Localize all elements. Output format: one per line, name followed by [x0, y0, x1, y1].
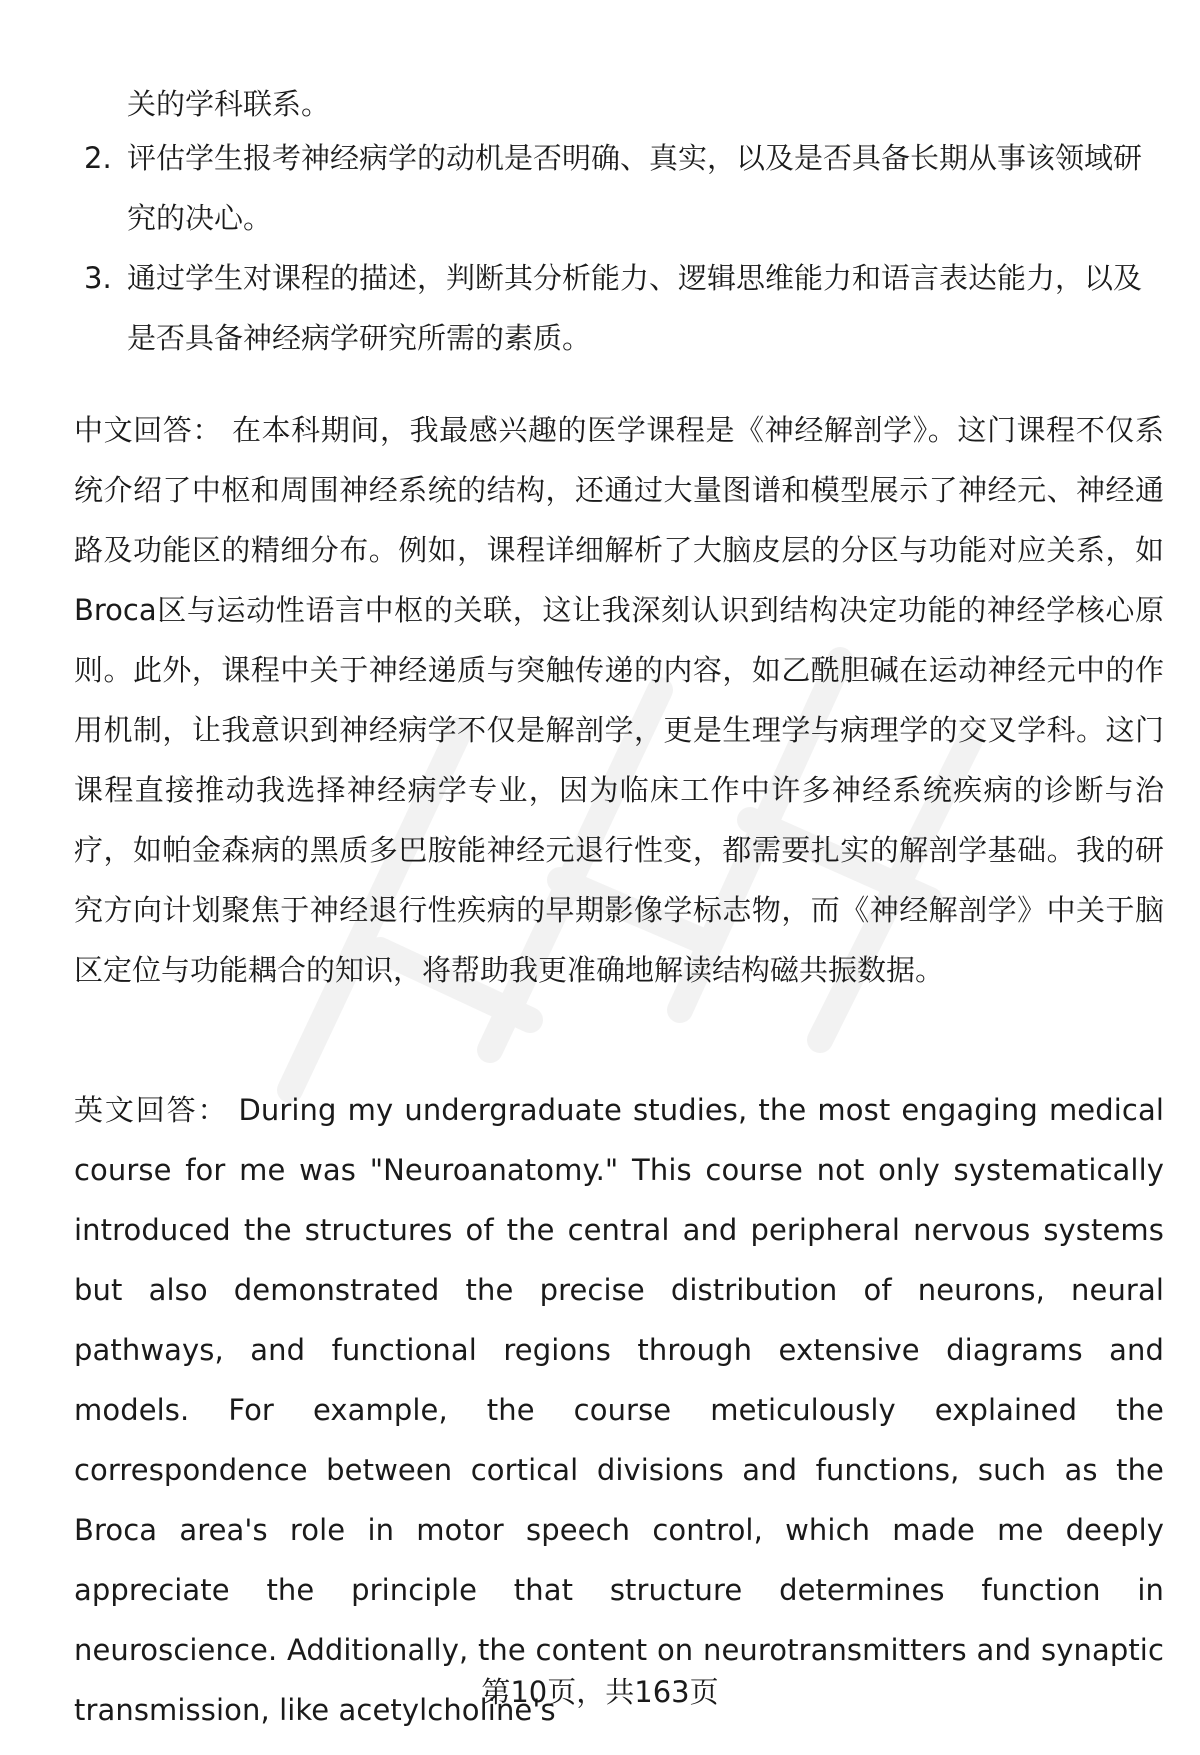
english-answer-label: 英文回答：: [74, 1093, 229, 1127]
chinese-answer-paragraph: [74, 400, 1164, 1000]
list-item: [84, 248, 1164, 368]
english-answer-paragraph: [74, 1080, 1164, 1740]
page-number-footer: 第10页，共163页: [481, 1675, 719, 1709]
chinese-answer-label: 中文回答：: [74, 413, 222, 447]
list-item-text: 通过学生对课程的描述，判断其分析能力、逻辑思维能力和语言表达能力，以及是否具备神经病学研究所需的素质。: [127, 261, 1143, 355]
list-item-number: 2.: [84, 141, 112, 175]
list-item-continuation: 关的学科联系。: [127, 87, 331, 121]
english-answer-text: During my undergraduate studies, the most engaging medical course for me was "Neuroanatomy." This course not only systematically introduced the structures of the central and peripheral nervous systems but also demonstrated the precise distribution of neurons, neural pathways, and functional regions through extensive diagrams and models. For example, the course meticulously explained the correspondence between cortical divisions and functions, such as the Broca area's role in motor speech control, which made me deeply appreciate the principle that structure determines function in neuroscience. Additionally, the content on neurotransmitters and synaptic transmission, like acetylcholine's: [74, 1093, 1164, 1727]
list-item: [84, 128, 1164, 248]
chinese-answer-text: 在本科期间，我最感兴趣的医学课程是《神经解剖学》。这门课程不仅系统介绍了中枢和周围神经系统的结构，还通过大量图谱和模型展示了神经元、神经通路及功能区的精细分布。例如，课程详细解析了大脑皮层的分区与功能对应关系，如Broca区与运动性语言中枢的关联，这让我深刻认识到结构决定功能的神经学核心原则。此外，课程中关于神经递质与突触传递的内容，如乙酰胆碱在运动神经元中的作用机制，让我意识到神经病学不仅是解剖学，更是生理学与病理学的交叉学科。这门课程直接推动我选择神经病学专业，因为临床工作中许多神经系统疾病的诊断与治疗，如帕金森病的黑质多巴胺能神经元退行性变，都需要扎实的解剖学基础。我的研究方向计划聚焦于神经退行性疾病的早期影像学标志物，而《神经解剖学》中关于脑区定位与功能耦合的知识，将帮助我更准确地解读结构磁共振数据。: [74, 413, 1164, 987]
list-item-number: 3.: [84, 261, 112, 295]
list-item-text: 评估学生报考神经病学的动机是否明确、真实，以及是否具备长期从事该领域研究的决心。: [127, 141, 1143, 235]
criteria-list: [84, 128, 1164, 368]
